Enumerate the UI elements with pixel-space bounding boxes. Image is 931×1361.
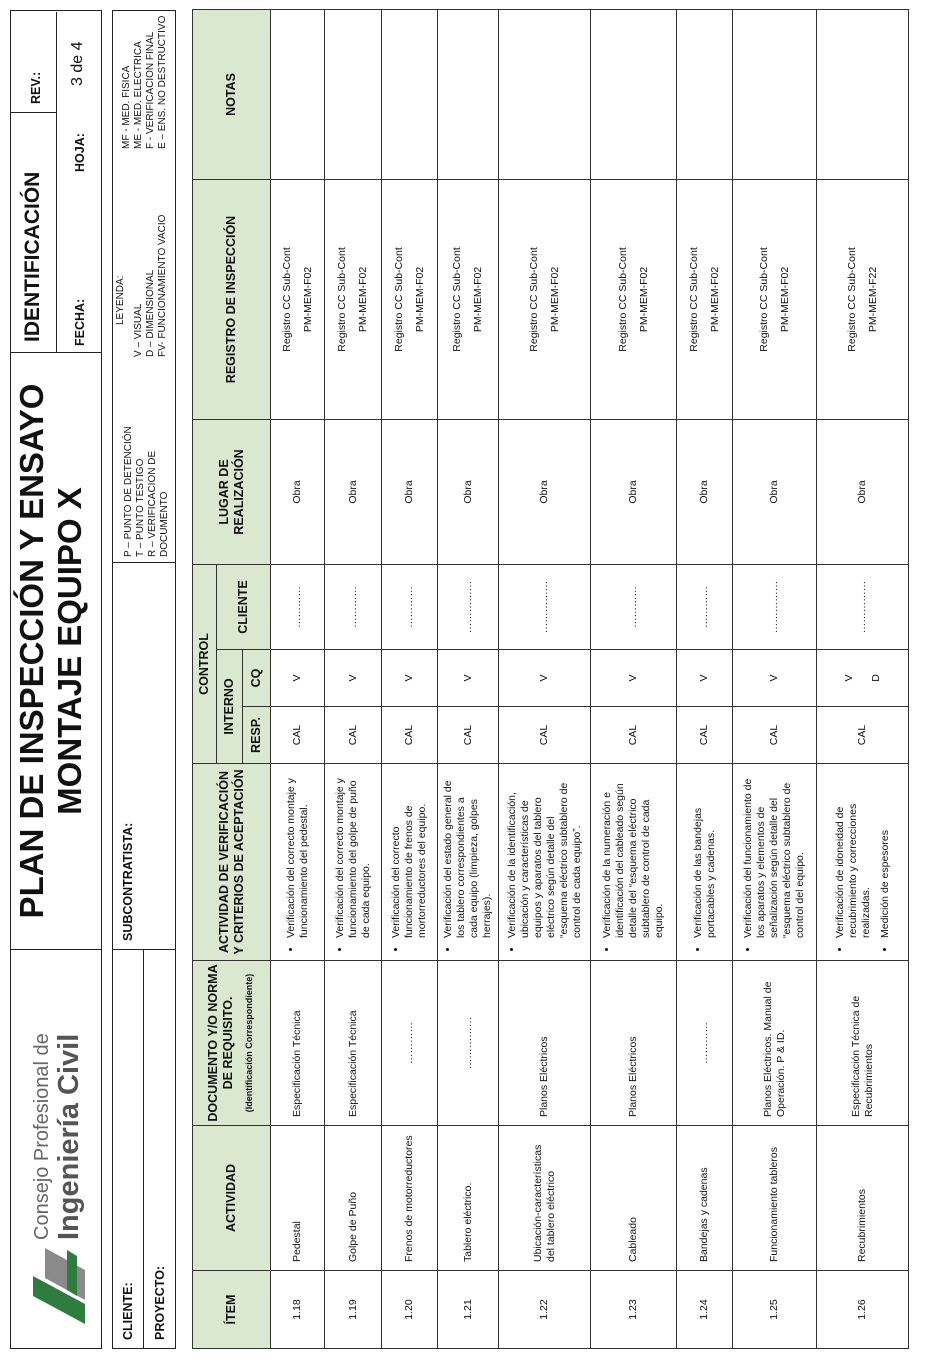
- cell-registro: Registro CC Sub-Cont PM-MEM-F02: [733, 179, 817, 419]
- rev-label: REV.:: [29, 71, 43, 104]
- cell-cliente: …………: [591, 564, 677, 649]
- cell-resp: CAL: [382, 707, 438, 764]
- table-row: [817, 9, 909, 1348]
- cell-cliente: …………: [325, 564, 382, 649]
- header-documento-sub: (Identificación Correspondiente): [244, 973, 254, 1113]
- table-row: [733, 9, 817, 1348]
- table-row: [499, 9, 591, 1348]
- cell-registro: Registro CC Sub-Cont PM-MEM-F02: [591, 179, 677, 419]
- cell-registro: Registro CC Sub-Cont PM-MEM-F02: [499, 179, 591, 419]
- cell-item: 1.23: [591, 1271, 677, 1349]
- cell-item: 1.26: [817, 1271, 909, 1349]
- logo-text-top: Consejo Profesional de: [31, 1033, 53, 1240]
- cell-lugar: Obra: [382, 419, 438, 564]
- header-control: CONTROL: [193, 564, 217, 763]
- cell-actividad: Funcionamiento tableros: [733, 1126, 817, 1271]
- hoja-value: 3 de 4: [69, 41, 86, 86]
- cell-registro: Registro CC Sub-Cont PM-MEM-F02: [325, 179, 382, 419]
- cell-lugar: Obra: [817, 419, 909, 564]
- inspection-table: [192, 9, 909, 1349]
- legend-col3: MF - MED. FISICA ME - MED. ELECTRICA F - VERIFICACION FINAL E – ENS. NO DESTRUCTIVO: [121, 15, 168, 149]
- cell-notas: [591, 9, 677, 179]
- client-box: [112, 949, 176, 1349]
- cell-verificacion: • Verificación del correcto montaje y funcionamiento del golpe de puño de cada equipo.: [325, 764, 382, 961]
- cell-cq: V: [733, 650, 817, 707]
- header-cq: CQ: [243, 650, 271, 707]
- cell-lugar: Obra: [325, 419, 382, 564]
- cell-documento: ……………: [438, 961, 499, 1126]
- legend-col2: V – VISUAL D – DIMENSIONAL FV- FUNCIONAMIENTO VACIO: [133, 214, 168, 357]
- cell-documento: …………: [677, 961, 733, 1126]
- table-row: [591, 9, 677, 1348]
- cell-item: 1.20: [382, 1271, 438, 1349]
- table-row: [677, 9, 733, 1348]
- cell-cq: V: [271, 650, 325, 707]
- cell-item: 1.21: [438, 1271, 499, 1349]
- subcontratista-label: SUBCONTRATISTA:: [121, 822, 135, 941]
- header-lugar: LUGAR DE REALIZACIÓN: [193, 419, 271, 564]
- cell-item: 1.24: [677, 1271, 733, 1349]
- cell-lugar: Obra: [591, 419, 677, 564]
- header-cliente: CLIENTE: [217, 564, 271, 649]
- cell-cliente: ……………: [499, 564, 591, 649]
- cell-resp: CAL: [591, 707, 677, 764]
- cell-resp: CAL: [438, 707, 499, 764]
- cell-cq: V: [499, 650, 591, 707]
- cell-notas: [382, 9, 438, 179]
- cell-documento: Planos Eléctricos: [499, 961, 591, 1126]
- cell-cq: V: [438, 650, 499, 707]
- cell-verificacion: • Verificación del estado general de los tablero correspondientes a cada equipo (limpieza, golpes herrajes).: [438, 764, 499, 961]
- page-title: PLAN DE INSPECCIÓN Y ENSAYO: [13, 383, 50, 919]
- cell-documento: …………: [382, 961, 438, 1126]
- cell-item: 1.19: [325, 1271, 382, 1349]
- cell-verificacion: • Verificación de idoneidad de recubrimiento y correcciones realizadas. • Medición de espesores: [817, 764, 909, 961]
- cell-registro: Registro CC Sub-Cont PM-MEM-F02: [438, 179, 499, 419]
- cell-verificacion: • Verificación de las bandejas portacables y cadenas.: [677, 764, 733, 961]
- cell-item: 1.22: [499, 1271, 591, 1349]
- cell-resp: CAL: [499, 707, 591, 764]
- table-row: [271, 9, 325, 1348]
- cell-notas: [677, 9, 733, 179]
- header-resp: RESP.: [243, 707, 271, 764]
- cell-lugar: Obra: [733, 419, 817, 564]
- cell-verificacion: • Verificación de la numeración e identificación del cableado según detalle del “esquema eléctrico subtablero de control de cada equipo.: [591, 764, 677, 961]
- cell-registro: Registro CC Sub-Cont PM-MEM-F02: [382, 179, 438, 419]
- cell-item: 1.18: [271, 1271, 325, 1349]
- cell-notas: [817, 9, 909, 179]
- cell-lugar: Obra: [438, 419, 499, 564]
- table-row: [438, 9, 499, 1348]
- legend-col1: P – PUNTO DE DETENCIÓN T – PUNTO TESTIGO R – VERIFICACION DE DOCUMENTO: [123, 426, 170, 557]
- cell-documento: Planos Eléctricos: [591, 961, 677, 1126]
- cell-actividad: Bandejas y cadenas: [677, 1126, 733, 1271]
- table-row: [325, 9, 382, 1348]
- cell-documento: Especificación Técnica: [271, 961, 325, 1126]
- identification-box: [10, 10, 102, 352]
- cell-verificacion: • Verificación de la identificación, ubicación y características de equipos y aparatos del tablero eléctrico según detalle del “esquema eléctrico subtablero de control de cada equipo”.: [499, 764, 591, 961]
- cell-cliente: …………: [271, 564, 325, 649]
- header-interno: INTERNO: [217, 650, 243, 764]
- header-notas: NOTAS: [193, 9, 271, 179]
- cell-verificacion: • Verificación del correcto funcionamiento de frenos de mortorreductores del equipo.: [382, 764, 438, 961]
- page-subtitle: MONTAJE EQUIPO X: [51, 487, 88, 815]
- cell-resp: CAL: [325, 707, 382, 764]
- cell-documento: Planos Eléctricos. Manual de Operación. P & ID.: [733, 961, 817, 1126]
- cell-verificacion: • Verificación del funcionamiento de los aparatos y elementos de señalización según detalle del “esquema eléctrico subtablero de control del equipo.: [733, 764, 817, 961]
- cell-actividad: Frenos de motorreductores: [382, 1126, 438, 1271]
- cell-cliente: …………: [677, 564, 733, 649]
- cell-cliente: ……………: [817, 564, 909, 649]
- proyecto-label: PROYECTO:: [153, 1265, 167, 1340]
- cell-lugar: Obra: [271, 419, 325, 564]
- cell-resp: CAL: [271, 707, 325, 764]
- cell-notas: [499, 9, 591, 179]
- logo-text-bottom: Ingeniería Civil: [53, 1033, 85, 1240]
- cell-registro: Registro CC Sub-Cont PM-MEM-F02: [271, 179, 325, 419]
- cell-notas: [325, 9, 382, 179]
- cell-cq: V: [325, 650, 382, 707]
- cell-actividad: Golpe de Puño: [325, 1126, 382, 1271]
- cell-cliente: …………: [382, 564, 438, 649]
- cell-lugar: Obra: [499, 419, 591, 564]
- header-verificacion: ACTIVIDAD DE VERIFICACIÓN Y CRITERIOS DE ACEPTACIÓN: [193, 764, 271, 961]
- cell-notas: [271, 9, 325, 179]
- cell-documento: Especificación Técnica de Recubrimientos: [817, 961, 909, 1126]
- fecha-label: FECHA:: [73, 298, 87, 346]
- cell-cliente: ……………: [438, 564, 499, 649]
- header-actividad: ACTIVIDAD: [193, 1126, 271, 1271]
- cell-cq: V: [382, 650, 438, 707]
- cell-actividad: Recubrimientos: [817, 1126, 909, 1271]
- cell-cq: V: [591, 650, 677, 707]
- cell-actividad: Tablero eléctrico.: [438, 1126, 499, 1271]
- subcontratista-box: [112, 10, 176, 949]
- cell-resp: CAL: [733, 707, 817, 764]
- cell-actividad: Ubicación-características del tablero eléctrico: [499, 1126, 591, 1271]
- identificacion-label: IDENTIFICACIÓN: [21, 171, 44, 342]
- legend-title: LEYENDA:: [115, 275, 126, 325]
- cell-resp: CAL: [817, 707, 909, 764]
- cell-item: 1.25: [733, 1271, 817, 1349]
- cell-cq: V: [677, 650, 733, 707]
- hoja-label: HOJA:: [73, 133, 87, 172]
- cell-verificacion: • Verificación del correcto montaje y funcionamiento del pedestal.: [271, 764, 325, 961]
- header-registro: REGISTRO DE INSPECCIÓN: [193, 179, 271, 419]
- cell-notas: [438, 9, 499, 179]
- cell-cliente: ……………: [733, 564, 817, 649]
- cell-registro: Registro CC Sub-Cont PM-MEM-F02: [677, 179, 733, 419]
- header-item: ÍTEM: [193, 1271, 271, 1349]
- cell-registro: Registro CC Sub-Cont PM-MEM-F22: [817, 179, 909, 419]
- cell-resp: CAL: [677, 707, 733, 764]
- cell-documento: Especificación Técnica: [325, 961, 382, 1126]
- cell-actividad: Pedestal: [271, 1126, 325, 1271]
- cell-lugar: Obra: [677, 419, 733, 564]
- cell-notas: [733, 9, 817, 179]
- cliente-label: CLIENTE:: [121, 1282, 135, 1340]
- logo-box: [10, 949, 102, 1349]
- header-documento: DOCUMENTO Y/O NORMA DE REQUISITO. (Identificación Correspondiente): [193, 961, 271, 1126]
- logo-icon: [23, 1244, 91, 1334]
- cell-cq: V D: [817, 650, 909, 707]
- table-row: [382, 9, 438, 1348]
- cell-actividad: Cableado: [591, 1126, 677, 1271]
